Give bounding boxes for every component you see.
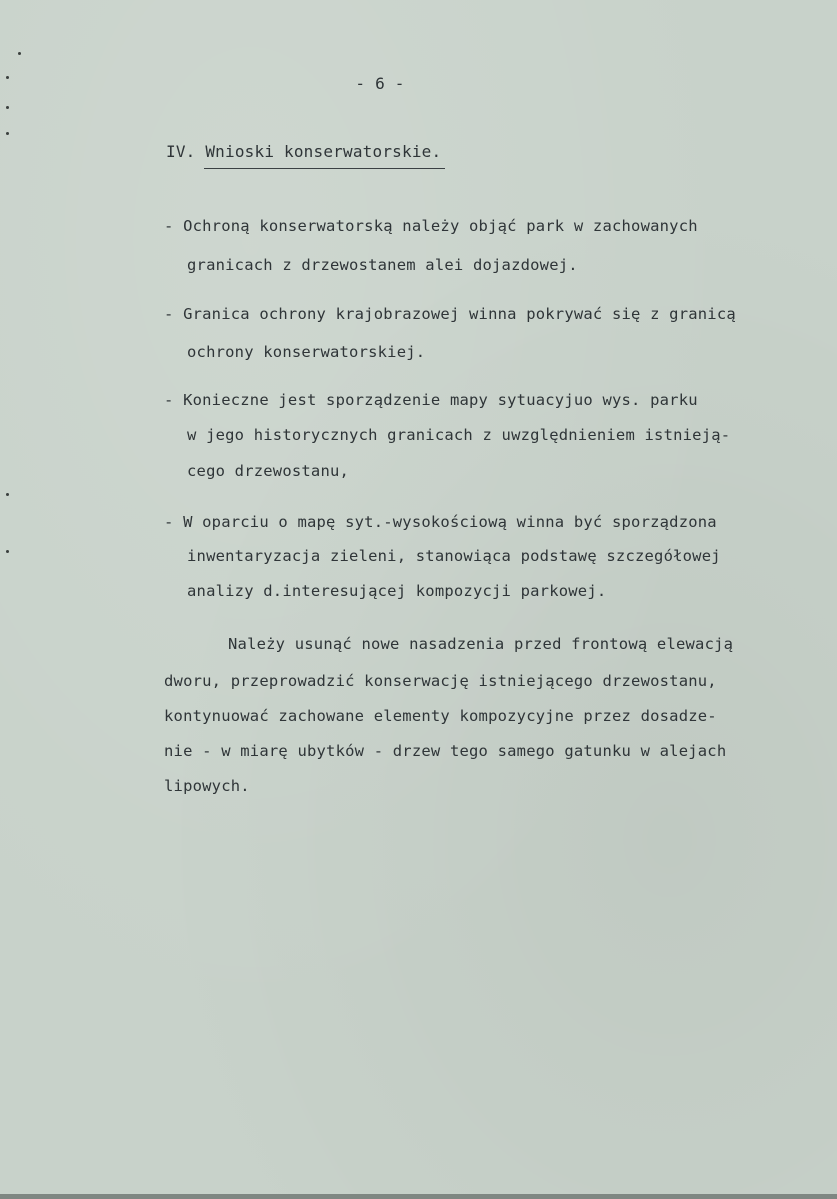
item-3-line-3: cego drzewostanu, bbox=[187, 462, 350, 480]
paragraph-line-5: lipowych. bbox=[164, 777, 250, 795]
paragraph-line-1: Należy usunąć nowe nasadzenia przed frontową elewacją bbox=[228, 635, 734, 653]
item-1-line-1: - Ochroną konserwatorską należy objąć park w zachowanych bbox=[164, 217, 698, 235]
punch-mark bbox=[6, 493, 9, 496]
section-heading: IV. Wnioski konserwatorskie. bbox=[166, 142, 442, 161]
punch-mark bbox=[18, 52, 21, 55]
item-3-line-1: - Konieczne jest sporządzenie mapy sytuacyjuo wys. parku bbox=[164, 391, 698, 409]
item-2-line-1: - Granica ochrony krajobrazowej winna pokrywać się z granicą bbox=[164, 305, 736, 323]
item-3-line-2: w jego historycznych granicach z uwzględnieniem istnieją- bbox=[187, 426, 731, 444]
punch-mark bbox=[6, 550, 9, 553]
item-4-line-3: analizy d.interesującej kompozycji parkowej. bbox=[187, 582, 607, 600]
punch-mark bbox=[6, 132, 9, 135]
paragraph-line-4: nie - w miarę ubytków - drzew tego samego gatunku w alejach bbox=[164, 742, 727, 760]
paragraph-line-3: kontynuować zachowane elementy kompozycyjne przez dosadze- bbox=[164, 707, 717, 725]
item-2-line-2: ochrony konserwatorskiej. bbox=[187, 343, 426, 361]
punch-mark bbox=[6, 106, 9, 109]
item-1-line-2: granicach z drzewostanem alei dojazdowej. bbox=[187, 256, 578, 274]
item-4-line-1: - W oparciu o mapę syt.-wysokościową winna być sporządzona bbox=[164, 513, 717, 531]
page-number: - 6 - bbox=[355, 74, 405, 93]
paragraph-line-2: dworu, przeprowadzić konserwację istniejącego drzewostanu, bbox=[164, 672, 717, 690]
scan-bottom-edge bbox=[0, 1194, 837, 1199]
item-4-line-2: inwentaryzacja zieleni, stanowiąca podstawę szczegółowej bbox=[187, 547, 721, 565]
heading-underline bbox=[204, 168, 445, 169]
